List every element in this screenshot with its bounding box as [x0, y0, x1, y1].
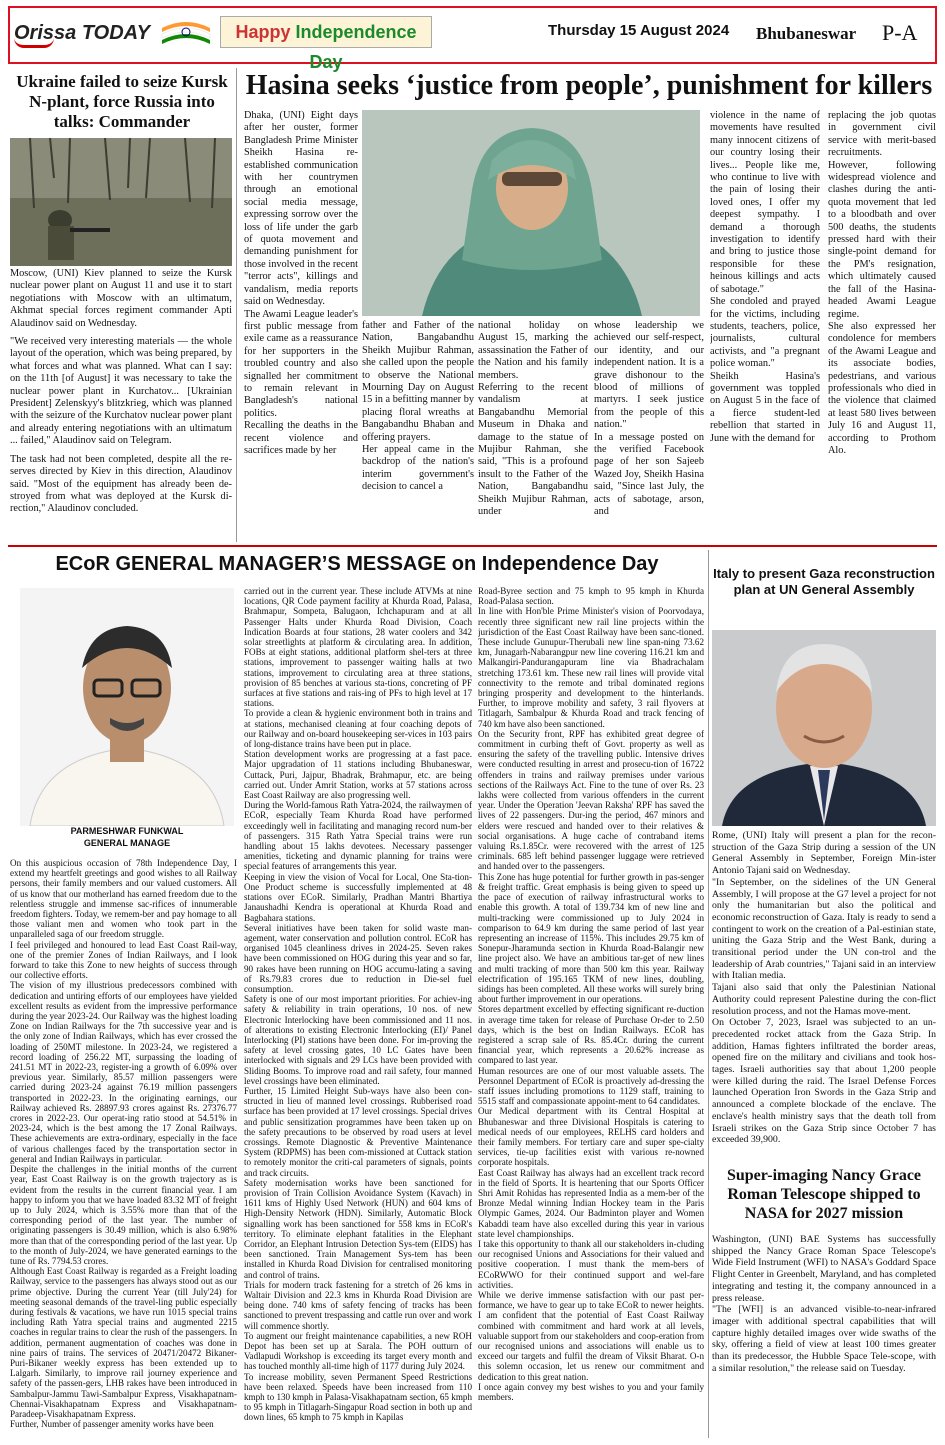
logo-swoosh — [14, 38, 54, 48]
gm-caption-name: PARMESHWAR FUNKWAL — [70, 826, 184, 836]
gm-portrait-photo — [20, 588, 234, 826]
ukraine-paragraph: Moscow, (UNI) Kiev planned to seize the Kursk nuclear power plant on August 11 and use it to start negotiations with Moscow with an ultimatum, Akhmat special forces regiment commander Apti Alaudinov said on Wednesday. — [10, 268, 232, 329]
hasina-column-3: national holiday on August 15, marking the assassination the Father of the Nation and his family members. Referring to the recent vandalism at Bangabandhu Memorial Museum in Dhaka and damage to the statue of Mujibur Rahman, she said, "This is a profound insult to the Father of the Nation, Bangabandhu Sheikh Mujibur Rahman, under — [478, 320, 588, 518]
hasina-column-4: whose leadership we achieved our self-respect, our identity, and our independent nation. It is a grave dishonour to the blood of millions of martyrs. I seek justice from the people of this nation." In a message posted on the verified Facebook page of her son Sajeeb Wazed Joy, Sheikh Hasina said, "Since last July, the acts of sabotage, arson, and — [594, 320, 704, 518]
hasina-headline[interactable]: Hasina seeks ‘justice from people’, punishment for killers — [245, 70, 933, 101]
dateline: Thursday 15 August 2024 — [548, 22, 730, 39]
ukraine-body — [10, 268, 232, 540]
logo-text: Orissa TODAY — [14, 22, 150, 44]
gm-caption-title: GENERAL MANAGE — [83, 838, 171, 848]
italy-headline[interactable]: Italy to present Gaza reconstruction plan at UN General Assembly — [713, 566, 935, 597]
page-number: P-A — [882, 20, 918, 45]
hasina-column-6: replacing the job quotas in government civil service with merit-based recruitments. However, following widespread violence and clashes during the anti-quota movement that led to a bloodbath and over 500 deaths, the students pressed hard with their single-point demand for the PM's resignation, which ultimately caused the fall of the Hasina-headed Awami League regime. She also expressed her condolence for members of the Awami League and its associate bodies, pedestrians, and various professionals who died in the violence that claimed at least 580 lives between July 16 and August 11, according to Prothom Alo. — [828, 110, 936, 456]
ecor-column-2: carried out in the current year. These include ATVMs at nine locations, QR Code payment facility at Khurda Road, Palasa, Brahmapur, Sompeta, Balugaon, Ichchapuram and at all Passenger Halts under Khurda Road Division, Coach Indication Boards at four stations, 28 water coolers and 342 solar streetlights at platform & circulating area. In addition, FOBs at eight stations, additional platform shel-ters at three stations, improvement to passenger waiting halls at two stations, improvement to circulating area at three stations, provision of 85 benches at various sta-tions, concreting of PF surfaces at five stations and rais-ing of PFs to high level at 17 stations. To provide a clean & hygienic environment both in trains and at stations, mechanised cleaning at four coaching depots of our Railway and on-board housekeeping ser-vices in 103 pairs of long-distance trains have been put in place. Station development works are progressing at a fast pace. Major upgradation of 11 stations including Bhubaneswar, Cuttack, Puri, Jajpur, Bhadrak, Brahmapur, etc. are being carried out. Under Amrit Station, works at 57 stations across East Coast Railway are also progressing well. During the World-famous Rath Yatra-2024, the railwaymen of ECoR, especially Team Khurda Road have performed exceedingly well in facilitating and managing record num-ber of passengers. 315 Rath Yatra Special trains were run handling about 15 lakhs devotees. Necessary passenger amenities, ticketing and dynamic planning for trains were special features of arrangements this year. Keeping in view the vision of Vocal for Local, One Sta-tion-One Product scheme is successfully implemented at 48 stations over ECoR. Similarly, Pradhan Mantri Bhartiya Janaushadhi Kendra is operational at Khurda Road and Bagbahara stations. Several initiatives have been taken for solid waste man-agement, water conservation and pollution control. ECoR has organised 1045 cleanliness drives in 2024-25. Seven rakes have been commissioned on HOG during this year and so far, 90 rakes have been running on HOG accumu-lating a saving of Rs.79.83 crores due to reduction in Die-sel fuel consumption. Safety is one of our most important priorities. For achiev-ing safety & reliability in train operations, 10 nos. of new Electronic Interlocking have been commissioned and 11 nos. of alterations to existing Electronic Interlocking (EI)/ Panel Interlocking (PI) stations have been done. For im-proving the safety at level crossing gates, 10 LC Gates have been interlocked with signals and 29 LCs have been provided with Sliding Booms. To improve road and rail safety, four manned level crossings have been eliminated. Further, 15 Limited Height Sub-ways have also been con-structed in lieu of manned level crossings. Rubberised road surface has been provided at 17 level crossings. Special drives and public sensitization programmes have been taken up on the safety precautions to be observed by road users at level crossings. Remote Diagnostic & Preventive Maintenance System (RDPMS) has been com-missioned at Cuttack station to remotely monitor the criti-cal parameters of signals, points and track circuits. Safety modernisation works have been sanctioned for provision of Train Collision Avoidance System (Kavach) in 1611 kms of Highly Used Network (HUN) and 604 kms of High-Density Network (HDN). Similarly, Automatic Block signalling work has been sanctioned for 558 kms in ECoR's territory. To eliminate elephant fatalities in the Elephant Corridor, an Elephant Intrusion Detection Sys-tem (EIDS) has been sanctioned. Train Management Sys-tem has been installed in Khurda Road Division for centralised monitoring and control of trains. Trials for modern track fastening for a stretch of 26 kms in Waltair Division and 22.3 kms in Khurda Road Division are being done. 740 kms of safety fencing of tracks has been sanctioned to prevent trespassing and cattle run over and work will commence shortly. To augment our freight maintenance capabilities, a new ROH Depot has been set up at Sarala. The POH outturn of Vadlapudi Workshop is exceeding its target every month and has touched monthly all-time high of 1177 during July 2024. To increase mobility, seven Permanent Speed Restrictions have been relaxed. Speeds have been increased from 110 kmph to 130 kmph in Palasa-Visakhapatnam section, 65 kmph to 95 kmph in Titlagarh-Singapur Road section in both up and down lines, 65 kmph to 75 kmph in Kapilas — [244, 586, 472, 1423]
banner-text-1: Happy — [235, 22, 296, 42]
independence-day-banner — [220, 16, 432, 72]
nasa-body: Washington, (UNI) BAE Systems has successfully shipped the Nancy Grace Roman Space Telescope's Wide Field Instrument (WFI) to NASA's Goddard Space Flight Center in Greenbelt, Maryland, and has completed integrating and testing it, the company announced in a press release. "The [WFI] is an advanced visible-to-near-infrared imager with additional spectral capabilities that will capture highly detailed images over wide swaths of the sky, offering a field of view at least 100 times greater than its predecessor, the Hubble Space Tele-scope, with a similar resolution," the release said on Tuesday. — [712, 1234, 936, 1374]
italy-body: Rome, (UNI) Italy will present a plan for the recon-struction of the Gaza Strip during a session of the UN General Assembly in September, Foreign Min-ister Antonio Tajani said on Wednesday. "In September, on the sidelines of the UN General Assembly, I will propose at the G7 level a project for not only the humanitarian but also the political and economic reconstruction of Gaza. Italy is ready to send a contingent to work on the creation of a Pal-estinian state, uniting the Gaza Strip and the West Bank, during a transitional period under the UN con-trol and the leadership of Arab countries," Tajani said in an interview with Italian media. Tajani also said that only the Palestinian National Authority could represent Palestine during the con-flict resolution process, and not the Hamas move-ment. On October 7, 2023, Israel was subjected to an un-precedented rocket attack from the Gaza Strip. In addition, Hamas fighters infiltrated the border areas, opened fire on the military and civilians and took hos-tages. Israeli authorities say that about 1,200 people were killed during the raid. The Israel Defense Forces launched Operation Iron Swords in the Gaza Strip and announced a complete blockade of the enclave. The enclave's health ministry says that the death toll from Israeli strikes on the Gaza Strip since October 7 has exceeded 39,900. — [712, 830, 936, 1146]
flag-emblem-icon — [158, 18, 214, 54]
hasina-column-2: father and Father of the Nation, Bangabandhu Sheikh Mujibur Rahman, she called upon the people to observe the National Mourning Day on August 15 in a befitting manner by placing floral wreaths at Bangabandhu Bhaban and offering prayers. Her appeal came in the backdrop of the nation's interim government's decision to cancel a — [362, 320, 474, 493]
banner-text-2: Independence Day — [295, 22, 417, 72]
ukraine-photo — [10, 138, 232, 266]
hasina-photo — [362, 110, 700, 316]
hasina-column-1: Dhaka, (UNI) Eight days after her ouster, former Bangladesh Prime Minister Sheikh Hasina re-established communication with her countrymen through an emotional social media message, expressing sorrow over the loss of life under the garb of quota movement and demanding punishment for those involved in the recent "terror acts", killings and vandalism, media reports said on Wednesday. The Awami League leader's first public message from exile came as a reassurance for her supporters in the troubled country and also signalled her commitment to remain relevant in Bangladesh's national politics. Recalling the deaths in the recent violence and sacrifices made by her — [244, 110, 358, 456]
newspaper-logo[interactable] — [14, 22, 154, 50]
ukraine-paragraph: "We received very interesting materials — the whole layout of the operation, which was being prepared, by what forces and what was planned. What can I say: on the 11th [of August] it was necessary to take the nuclear power plant in Kurchatov... [Ukrainian President] Zelenskyy's blitzkrieg, which was planned with the seizure of the Kurchatov nuclear power plant and already entering negotiations with an ultimatum ... failed," Alaudinov said on Telegram. — [10, 336, 232, 447]
hasina-column-5: violence in the name of movements have resulted many innocent citizens of our country losing their lives... People like me, who continue to live with the pain of losing their loved ones, I offer my deepest sympathy. I demand a thorough investigation to identify and bring to justice those responsible for these heinous killings and acts of sabotage." She condoled and prayed for the victims, including students, teachers, police, journalists, cultural activists, and "a pregnant police woman." Sheikh Hasina's government was toppled on August 5 in the face of a fierce student-led rebellion that started in June with the demand for — [710, 110, 820, 444]
ecor-column-3: Road-Byree section and 75 kmph to 95 kmph in Khurda Road-Palasa section. In line with Hon'ble Prime Minister's vision of Poorvodaya, recently three significant new rail line projects within the jurisdiction of the East Coast Railway have been sanc-tioned. These include Gunupur-Therubali new line span-ning 73.62 km, Junagarh-Nabarangpur new line covering 116.21 km and Malkangiri-Pandurangapuram line via Bhadrachalam stretching 173.61 km. These new rail lines will provide vital connectivity to the remote and tribal dominated regions bringing prosperity and development to the hinterlands. Further, to improve mobility and safety, 3 rail flyovers at Titlagarh, Sambalpur & Khurda Road and track fencing of 740 km have also been sanctioned. On the Security front, RPF has exhibited great degree of commitment in curbing theft of Govt. property as well as ensuring the safety of the travelling public. Intensive drives were conducted resulting in arrest and prosecu-tion of 16722 offenders in trains and railway premises under various sections of the Railways Act. Fine to the tune of over Rs. 23 lakhs were collected from various offenders in the current year. Under the Operation 'Jeevan Raksha' RPF has saved the lives of 22 passengers. Dur-ing the period, 467 minors and elders were rescued and handed over to their relatives & social organisations. A huge cache of contraband items valuing Rs.1.85Cr. were recovered with the arrest of 125 criminals. 685 left behind passenger luggage were retrieved and handed over to the passengers. This Zone has huge potential for further growth in pas-senger & freight traffic. Great emphasis is being given to speed up the pace of execution of railway infrastructural works to enable this growth. A total of 139.734 km of new line and multi-tracking were commissioned up to July 2024 in comparison to 64.9 km during the same period of last year representing an increase of 115%. This includes 29.75 km of Sonepur-Jharamunda section in Khurda Road-Balangir new line project also. We have an ambitious tar-get of new lines and multi tracking of more than 500 km this year. Railway electrification of 195.165 TKM of new lines, doubling, sidings has been completed. All these works will surely bring about further improvement in our operations. Stores department excelled by effecting significant re-duction in average time taken for release of Purchase Or-der to 2.50 days, which is the best on Indian Railways. ECoR has registered a scrap sale of Rs. 85.4Cr. during the current financial year, which represents a 20.62% increase as compared to last year. Human resources are one of our most valuable assets. The Personnel Department of ECoR is proactively ad-dressing the staff issues including promotions to 1129 staff, training to 5515 staff and compassionate appoint-ment to 64 candidates. Our Medical department with its Central Hospital at Bhubaneswar and three Divisional Hospitals is catering to medical needs of our employees, RELHS card holders and their family members. For tertiary care and super spe-cialty services, tie-up facilities exist with various re-nowned corporate hospitals. East Coast Railway has always had an excellent track record in the field of Sports. It is heartening that our Sports Officer Shri Amit Rohidas has represented India as a mem-ber of the Bronze Medal winning Indian Hockey team in the Paris Olympic Games, 2024. Our Badminton player and Women Kabaddi team have also excelled during this year in various state level championships. I take this opportunity to thank all our stakeholders in-cluding our recognised Unions and Associations for their valued and positive cooperation. I must thank the mem-bers of ECoRWWO for their continued support and wel-fare activities. While we derive immense satisfaction with our past per-formance, we have to gear up to take ECoR to newer heights. I am confident that the potential of East Coast Railway combined with commitment and hard work at all levels, valuable support from our stakeholders and coop-eration from our recognised unions and associations will enable us to exceed our targets and fulfil the dream of Viksit Bharat. O-n this solemn occasion, let us renew our commitment and dedication to this great nation. I once again convey my best wishes to you and your family members. — [478, 586, 704, 1403]
section-divider — [8, 545, 937, 547]
ecor-column-1: On this auspicious occasion of 78th Independence Day, I extend my heartfelt greetings and good wishes to all Railway persons, their family members and our valued customers. All of us know that our motherland has earned freedom due to the relentless struggle and immense sac-rifices of innumerable freedom fighters. Today, we remem-ber and pay homage to all those valiant men and women who took part in the unparalleled saga of our freedom struggle. I feel privileged and honoured to lead East Coast Rail-way, one of the premier Zones of Indian Railways, and I look forward to take this Zone to new heights of success through our collective efforts. The vision of my illustrious predecessors combined with dedication and untiring efforts of our employees have yielded excellent results as evident from the impressive performance during the year 2023-24. Our Railway was the highest loading Zone on Indian Railways for the 7th successive year and is the only zone of Indian Railways, which has ever crossed the loading of 250MT milestone. In 2023-24, we registered a record loading of 256.22 MT, surpassing the loading of 241.51 MT in 2022-23, register-ing a growth of 6.09% over previous year. Similarly, 85.57 million passengers were carried during 2023-24 against 76.19 million passengers transported in 2022-23. In the originating earnings, our Railway achieved Rs. 28897.93 crores against Rs. 27376.77 crores in 2022-23. Our operat-ing ratio stood at 54.51% in 2023-24, which is the best among the 17 Zonal Railways. These achievements are extra-ordinary, especially in the face of various challenges faced by the transportation sector in general and Indian Railways in particular. Despite the challenges in the initial months of the current year, East Coast Railway is on the growth trajectory as is evident from the results in the current financial year. I am happy to inform you that we have loaded 83.32 MT of freight up to July 2024, which is 3.55% more than that of the corresponding period of the last year. The number of originating passengers is 30.49 million, which is also 6.98% more than that of the corresponding period of the last year. Up to the month of July-2024, we have generated earnings to the tune of Rs. 7794.53 crores. Although East Coast Railway is regarded as a Freight loading Railway, service to the passengers has always stood out as our prime objective. During the current Year (till July'24) for meeting seasonal demands of the travel-ling public especially during festivals & vacations, we have run 1015 special trains including Rath Yatra special trains and augmented 2215 coaches in regular trains to clear the rush of the passengers. In addition, permanent augmentation of coaches was done in nine pairs of trains. The services of 20471/20472 Bikaner-Puri-Bikaner weekly express has been extended up to Lalgarh. Similarly, to improve rail journey experience and safety of the passen-gers, LHB rakes have been introduced in Sambalpur-Jammu Tawi-Sambalpur Express, Visakhapatnam-Chennai-Visakhapatnam Express and Visakhapatnam-Paradeep-Visakhapatnam Express. Further, Number of passenger amenity works have been — [10, 858, 237, 1430]
ecor-headline[interactable]: ECoR GENERAL MANAGER’S MESSAGE on Independence Day — [55, 553, 659, 575]
city-name: Bhubaneswar — [756, 24, 857, 43]
column-divider — [708, 550, 709, 1438]
ukraine-headline[interactable]: Ukraine failed to seize Kursk N-plant, force Russia into talks: Commander — [16, 72, 228, 131]
tajani-photo — [712, 630, 936, 826]
nasa-headline[interactable]: Super-imaging Nancy Grace Roman Telescope shipped to NASA for 2027 mission — [726, 1167, 922, 1222]
column-divider — [236, 68, 237, 542]
ukraine-paragraph: The task had not been completed, despite all the re-serves directed by Kiev in this direction, Alaudinov said. "Most of the equipment has already been de-stroyed from what was deployed at the Kursk di-rection," Alaudinov concluded. — [10, 453, 232, 515]
